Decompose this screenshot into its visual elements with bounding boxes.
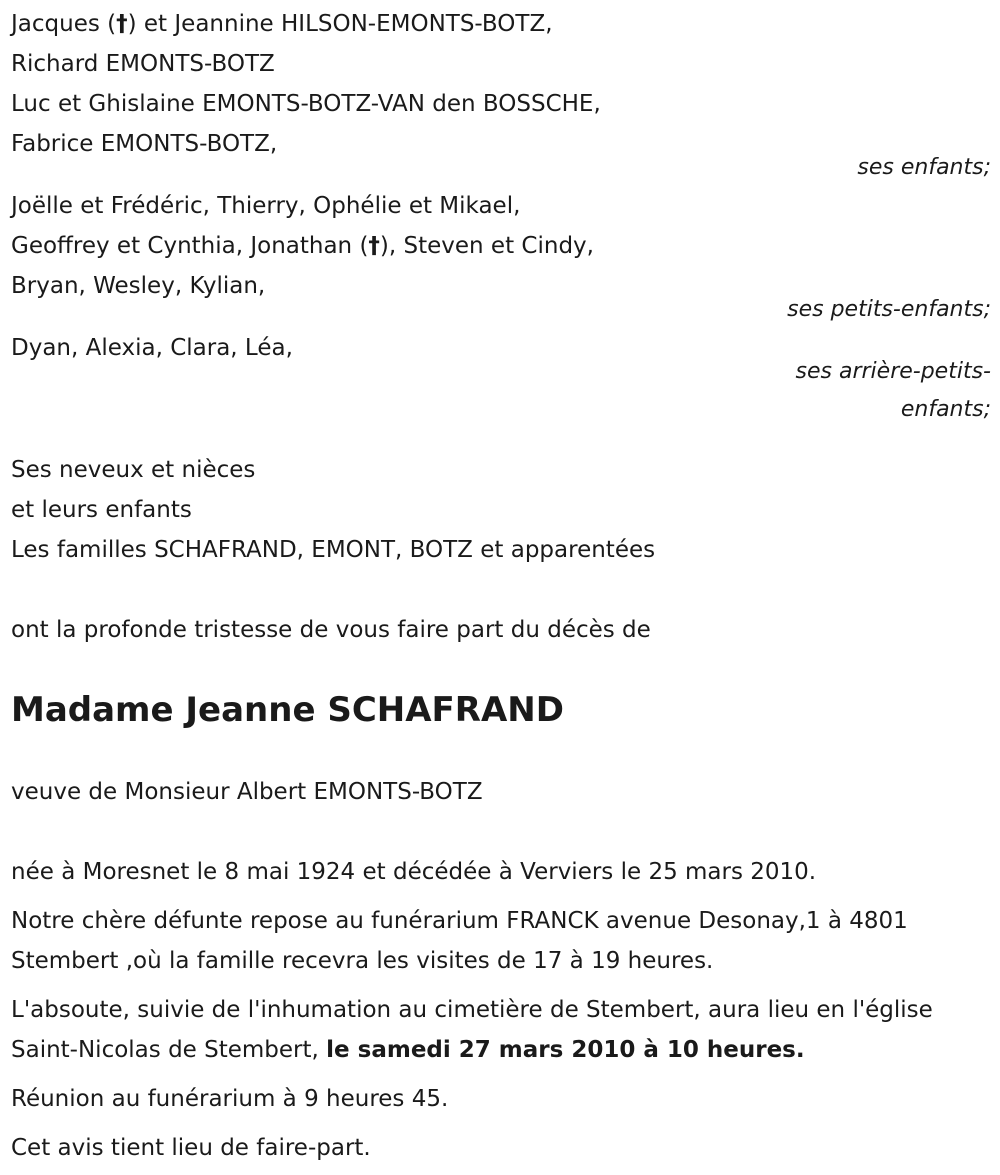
obituary-notice (11, 4, 991, 1168)
family-line: Bryan, Wesley, Kylian, (11, 273, 266, 299)
closing-text: Cet avis tient lieu de faire-part. (11, 1135, 371, 1161)
grandchildren-section (11, 186, 991, 330)
children-section (11, 4, 991, 188)
relatives-line: Ses neveux et nièces (11, 457, 256, 483)
relation-label-children: ses enfants; (857, 155, 991, 180)
family-line: Dyan, Alexia, Clara, Léa, (11, 335, 293, 361)
deceased-cross-icon: † (368, 233, 380, 259)
announcement-text: ont la profonde tristesse de vous faire part du décès de (11, 617, 651, 643)
relation-label-grandchildren: ses petits-enfants; (787, 297, 991, 322)
family-line: Joëlle et Frédéric, Thierry, Ophélie et Mikael, (11, 193, 521, 219)
relatives-section (11, 450, 991, 570)
family-line: Fabrice EMONTS-BOTZ, (11, 131, 278, 157)
family-line: Richard EMONTS-BOTZ (11, 51, 275, 77)
deceased-cross-icon: † (116, 11, 128, 37)
visitation-text: Notre chère défunte repose au funérarium FRANCK avenue Desonay,1 à 4801 Stembert ,où la famille recevra les visites de 17 à 19 heures. (11, 908, 908, 974)
great-grandchildren-section (11, 328, 991, 430)
relatives-line: et leurs enfants (11, 497, 192, 523)
ceremony-date: le samedi 27 mars 2010 à 10 heures. (326, 1037, 805, 1063)
family-line: Geoffrey et Cynthia, Jonathan (†), Steven et Cindy, (11, 233, 594, 259)
relatives-line: Les familles SCHAFRAND, EMONT, BOTZ et apparentées (11, 537, 656, 563)
reunion-text: Réunion au funérarium à 9 heures 45. (11, 1086, 449, 1112)
ceremony-text: L'absoute, suivie de l'inhumation au cimetière de Stembert, aura lieu en l'église Saint-Nicolas de Stembert, le samedi 27 mars 2010 à 10 heures. (11, 997, 933, 1063)
relation-label-great-grandchildren-cont: enfants; (900, 397, 991, 422)
deceased-name: Madame Jeanne SCHAFRAND (11, 690, 564, 730)
family-line: Jacques (†) et Jeannine HILSON-EMONTS-BOTZ, (11, 11, 553, 37)
birth-death-text: née à Moresnet le 8 mai 1924 et décédée à Verviers le 25 mars 2010. (11, 859, 817, 885)
relation-label-great-grandchildren: ses arrière-petits- (795, 359, 991, 384)
family-line: Luc et Ghislaine EMONTS-BOTZ-VAN den BOSSCHE, (11, 91, 601, 117)
widow-of-text: veuve de Monsieur Albert EMONTS-BOTZ (11, 779, 483, 805)
